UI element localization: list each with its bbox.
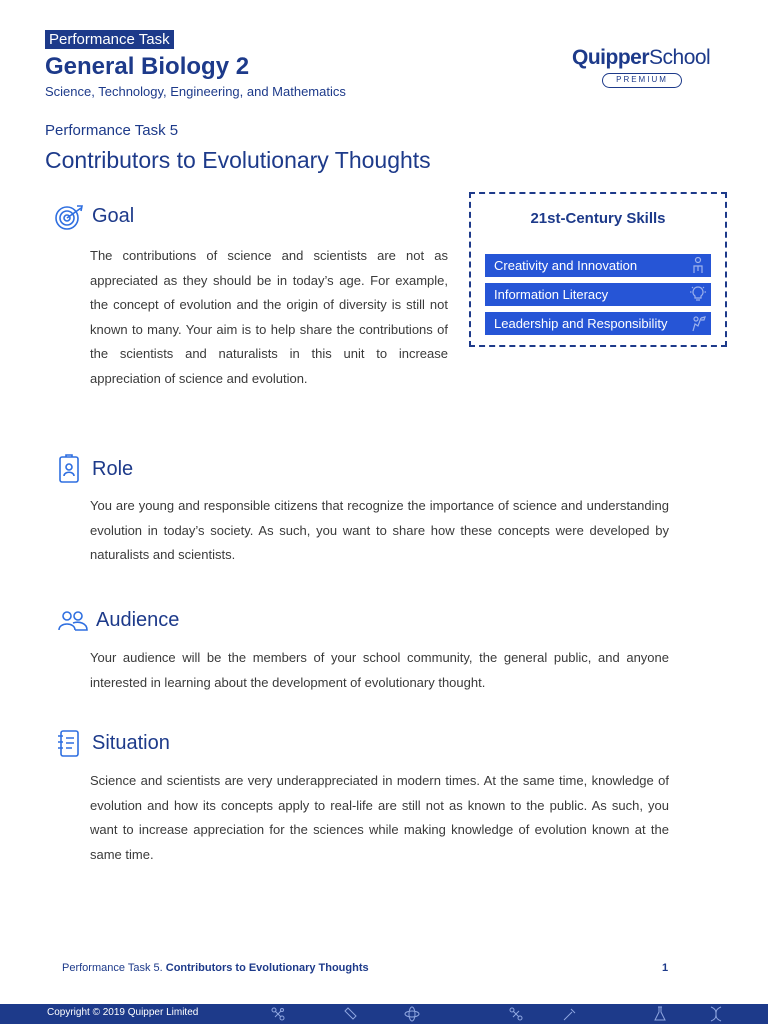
situation-text: Science and scientists are very underappreciated in modern times. At the same time, knowledge of evolution and how its concepts apply to real-life are still not as known to the public. As such, you want to increase appreciation for the sciences while making knowledge of evolution known at the same time. [90,773,669,862]
skills-box [469,192,727,347]
strand-subtitle: Science, Technology, Engineering, and Mathematics [45,84,346,99]
pipette-icon [562,1006,578,1022]
logo-bold: Quipper [572,46,650,69]
test-tube-icon [344,1006,360,1022]
molecule-icon [270,1006,286,1022]
role-text: You are young and responsible citizens that recognize the importance of science and understanding evolution in today’s society. As such, you want to share how these concepts were developed by naturalists and scientists. [90,498,669,562]
goal-heading [52,199,134,233]
atom-icon [404,1006,420,1022]
skill-label: Information Literacy [494,287,609,302]
logo-wordmark [572,46,718,70]
footer-bar [0,1004,768,1024]
logo-premium-badge: PREMIUM [602,73,682,88]
situation-heading [52,726,170,760]
course-title: General Biology 2 [45,53,250,80]
skill-leadership [485,312,711,335]
copyright-text: Copyright © 2019 Quipper Limited [47,1007,199,1018]
id-badge-icon [52,452,86,486]
logo-light: School [649,46,711,69]
flask-icon [652,1006,668,1022]
situation-label: Situation [92,731,170,754]
skill-label: Creativity and Innovation [494,258,638,273]
goal-text: The contributions of science and scientists are not as appreciated as they should be in today’s age. For example, the concept of evolution and the origin of diversity is still not known to many. Your aim is to help share the contributions of the scientists and naturalists in this unit to increase appreciation of science and evolution. [90,248,448,386]
lightbulb-icon [689,285,707,303]
document-type-tag: Performance Task [45,30,174,49]
audience-heading [56,603,179,637]
flag-person-icon [689,314,707,332]
skill-label: Leadership and Responsibility [494,316,668,331]
puzzle-person-icon [689,256,707,274]
target-icon [52,199,86,233]
skill-information-literacy [485,283,711,306]
task-title: Contributors to Evolutionary Thoughts [45,147,431,173]
audience-text: Your audience will be the members of your school community, the general public, and anyone interested in learning about the development of evolutionary thought. [90,650,669,690]
notepad-icon [52,726,86,760]
molecule-icon [508,1006,524,1022]
page-number: 1 [662,962,669,974]
quipper-school-logo [572,46,718,88]
task-number: Performance Task 5 [45,122,179,139]
skill-creativity [485,254,711,277]
role-label: Role [92,457,134,480]
skills-title: 21st-Century Skills [530,210,666,227]
goal-label: Goal [92,204,135,227]
footer-task-prefix: Performance Task 5. [62,962,163,974]
people-icon [56,603,90,637]
footer-task-title: Contributors to Evolutionary Thoughts [165,962,369,974]
dna-icon [708,1006,724,1022]
role-heading [52,452,133,486]
audience-label: Audience [96,608,180,631]
footer-task-line [62,962,369,974]
